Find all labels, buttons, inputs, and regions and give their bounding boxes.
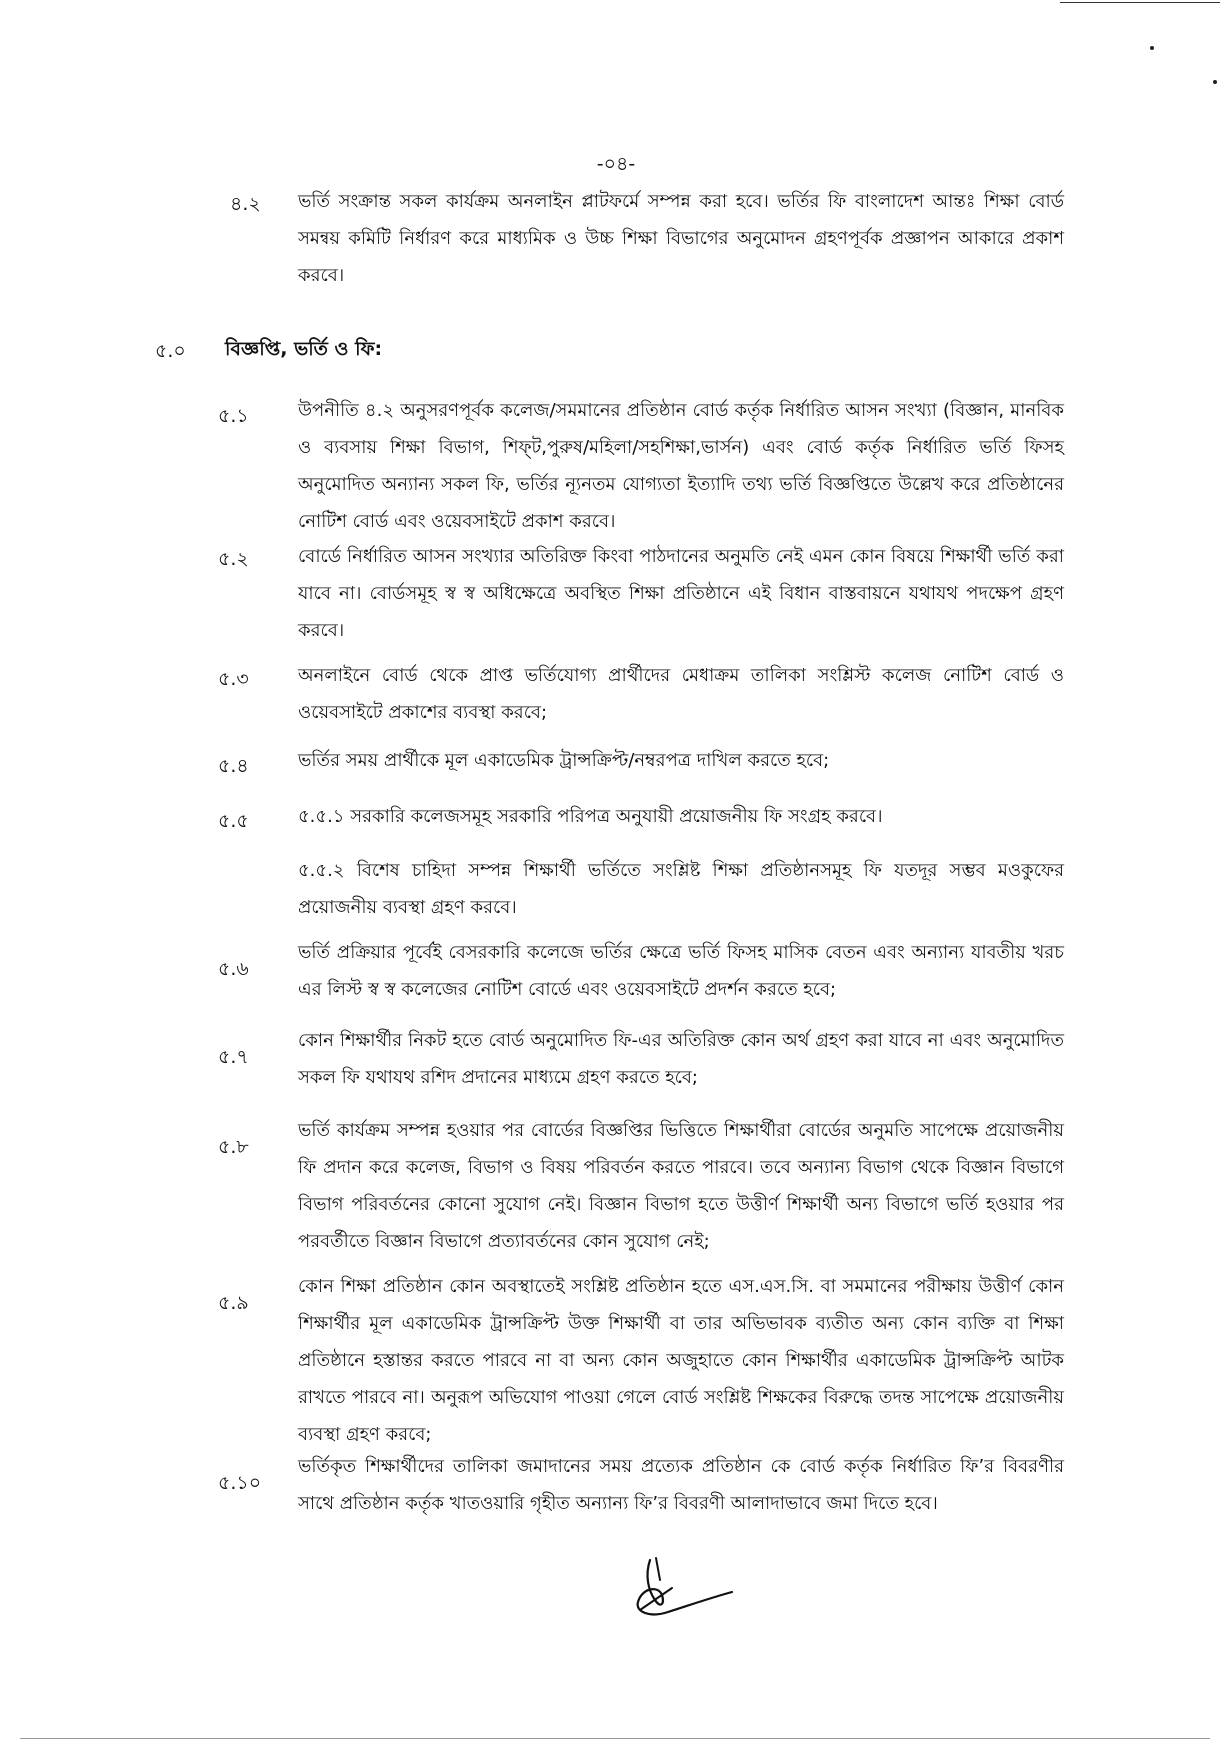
item-text: অনলাইনে বোর্ড থেকে প্রাপ্ত ভর্তিযোগ্য প্রার্থীদের মেধাক্রম তালিকা সংশ্লিস্ট কলেজ নোটিশ বোর্ড ও ওয়েবসাইটে প্রকাশের ব্যবস্থা করবে; [298,665,1064,723]
section-title: বিজ্ঞপ্তি, ভর্তি ও ফি: [225,338,383,360]
item-text: ৫.৫.১ সরকারি কলেজসমূহ সরকারি পরিপত্র অনুযায়ী প্রয়োজনীয় ফি সংগ্রহ করবে। [298,806,883,827]
item-number: ৫.৩ [218,668,249,690]
item-text: ভর্তি কার্যক্রম সম্পন্ন হওয়ার পর বোর্ডের বিজ্ঞপ্তির ভিত্তিতে শিক্ষার্থীরা বোর্ডের অনুমতি সাপেক্ষে প্রয়োজনীয় ফি প্রদান করে কলেজ, বিভাগ ও বিষয় পরিবর্তন করতে পারবে। তবে অন্যান্য বিভাগ থেকে বিজ্ঞান বিভাগে বিভাগ পরিবর্তনের কোনো সুযোগ নেই। বিজ্ঞান বিভাগ হতে উত্তীর্ণ শিক্ষার্থী অন্য বিভাগে ভর্তি হওয়ার পর পরবর্তীতে বিজ্ঞান বিভাগে প্রত্যাবর্তনের কোন সুযোগ নেই; [298,1120,1064,1252]
item-text: কোন শিক্ষার্থীর নিকট হতে বোর্ড অনুমোদিত ফি-এর অতিরিক্ত কোন অর্থ গ্রহণ করা যাবে না এবং অনুমোদিত সকল ফি যথাযথ রশিদ প্রদানের মাধ্যমে গ্রহণ করতে হবে; [298,1030,1064,1088]
item-number: ৪.২ [230,193,261,215]
item-number: ৫.১০ [218,1472,262,1494]
item-text: কোন শিক্ষা প্রতিষ্ঠান কোন অবস্থাতেই সংশ্লিষ্ট প্রতিষ্ঠান হতে এস.এস.সি. বা সমমানের পরীক্ষায় উত্তীর্ণ কোন শিক্ষার্থীর মূল একাডেমিক ট্রান্সক্রিপ্ট উক্ত শিক্ষার্থী বা তার অভিভাবক ব্যতীত অন্য কোন ব্যক্তি বা শিক্ষা প্রতিষ্ঠানে হস্তান্তর করতে পারবে না বা অন্য কোন অজুহাতে কোন শিক্ষার্থীর একাডেমিক ট্রান্সক্রিপ্ট আটক রাখতে পারবে না। অনুরূপ অভিযোগ পাওয়া গেলে বোর্ড সংশ্লিষ্ট শিক্ষকের বিরুদ্ধে তদন্ত সাপেক্ষে প্রয়োজনীয় ব্যবস্থা গ্রহণ করবে; [298,1276,1064,1445]
item-text: ভর্তি প্রক্রিয়ার পূর্বেই বেসরকারি কলেজে ভর্তির ক্ষেত্রে ভর্তি ফিসহ মাসিক বেতন এবং অন্যান্য যাবতীয় খরচ এর লিস্ট স্ব স্ব কলেজের নোটিশ বোর্ডে এবং ওয়েবসাইটে প্রদর্শন করতে হবে; [298,942,1064,1000]
section-number: ৫.০ [155,340,186,362]
item-text: ভর্তি সংক্রান্ত সকল কার্যক্রম অনলাইন প্লাটফর্মে সম্পন্ন করা হবে। ভর্তির ফি বাংলাদেশ আন্তঃ শিক্ষা বোর্ড সমন্বয় কমিটি নির্ধারণ করে মাধ্যমিক ও উচ্চ শিক্ষা বিভাগের অনুমোদন গ্রহণপূর্বক প্রজ্ঞাপন আকারে প্রকাশ করবে। [298,191,1064,286]
item-number: ৫.৮ [218,1136,249,1158]
item-text: ৫.৫.২ বিশেষ চাহিদা সম্পন্ন শিক্ষার্থী ভর্তিতে সংশ্লিষ্ট শিক্ষা প্রতিষ্ঠানসমূহ ফি যতদূর সম্ভব মওকুফের প্রয়োজনীয় ব্যবস্থা গ্রহণ করবে। [298,860,1064,918]
item-text: বোর্ডে নির্ধারিত আসন সংখ্যার অতিরিক্ত কিংবা পাঠদানের অনুমতি নেই এমন কোন বিষয়ে শিক্ষার্থী ভর্তি করা যাবে না। বোর্ডসমূহ স্ব স্ব অধিক্ষেত্রে অবস্থিত শিক্ষা প্রতিষ্ঠানে এই বিধান বাস্তবায়নে যথাযথ পদক্ষেপ গ্রহণ করবে। [298,546,1064,641]
scan-edge-bottom [20,1738,1210,1739]
item-number: ৫.১ [218,405,249,427]
item-number: ৫.৯ [218,1292,249,1314]
scan-edge-top [1060,2,1220,3]
page-number: -০৪- [596,153,636,175]
item-text: উপনীতি ৪.২ অনুসরণপূর্বক কলেজ/সমমানের প্রতিষ্ঠান বোর্ড কর্তৃক নির্ধারিত আসন সংখ্যা (বিজ্ঞান, মানবিক ও ব্যবসায় শিক্ষা বিভাগ, শিফ্‌ট,পুরুষ/মহিলা/সহশিক্ষা,ভার্সন) এবং বোর্ড কর্তৃক নির্ধারিত ভর্তি ফিসহ অনুমোদিত অন্যান্য সকল ফি, ভর্তির ন্যূনতম যোগ্যতা ইত্যাদি তথ্য ভর্তি বিজ্ঞপ্তিতে উল্লেখ করে প্রতিষ্ঠানের নোটিশ বোর্ড এবং ওয়েবসাইটে প্রকাশ করবে। [298,400,1065,532]
signature [620,1550,740,1630]
item-number: ৫.৭ [218,1046,249,1068]
item-text: ভর্তিকৃত শিক্ষার্থীদের তালিকা জমাদানের সময় প্রত্যেক প্রতিষ্ঠান কে বোর্ড কর্তৃক নির্ধারিত ফি’র বিবরণীর সাথে প্রতিষ্ঠান কর্তৃক খাতওয়ারি গৃহীত অন্যান্য ফি’র বিবরণী আলাদাভাবে জমা দিতে হবে। [298,1456,1064,1514]
item-number: ৫.৫ [218,810,249,832]
scan-speck [1213,80,1217,84]
scan-speck [1150,46,1154,50]
item-number: ৫.২ [218,548,249,570]
item-number: ৫.৪ [218,755,249,777]
item-text: ভর্তির সময় প্রার্থীকে মূল একাডেমিক ট্রান্সক্রিপ্ট/নম্বরপত্র দাখিল করতে হবে; [298,750,830,771]
item-number: ৫.৬ [218,958,249,980]
